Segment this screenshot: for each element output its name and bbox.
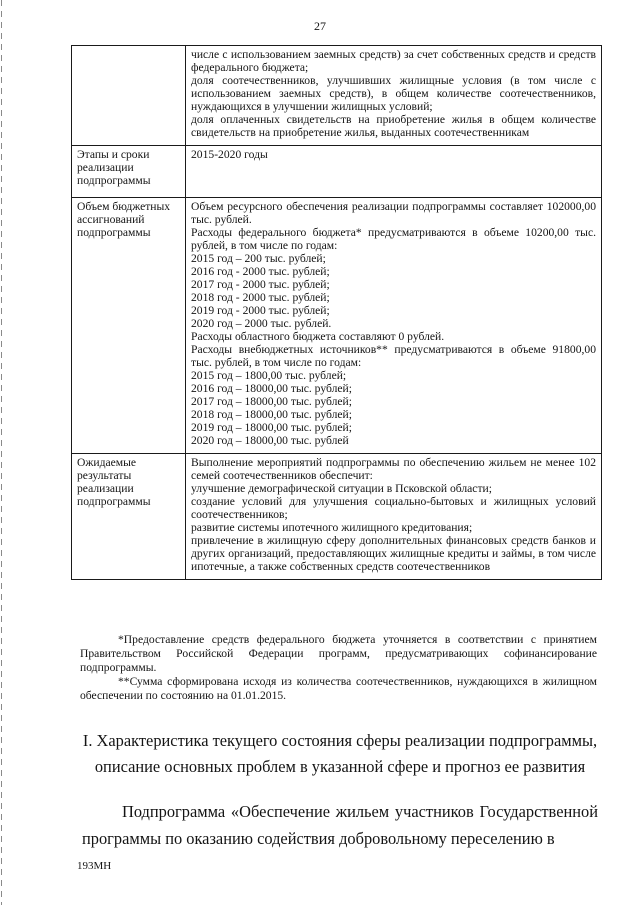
text-line: 2019 год - 2000 тыс. рублей;	[191, 304, 330, 317]
text-line: доля оплаченных свидетельств на приобретение жилья в общем количестве свидетельств на приобретение жилья, выданных соотечественникам	[191, 113, 596, 139]
text-line: Объем ресурсного обеспечения реализации подпрограммы составляет 102000,00 тыс. рублей.	[191, 200, 596, 226]
text-line: Расходы внебюджетных источников** предусматриваются в объеме 91800,00 тыс. рублей, в том числе по годам:	[191, 343, 596, 369]
text-line: Расходы областного бюджета составляют 0 рублей.	[191, 330, 445, 343]
text-line: 2016 год – 18000,00 тыс. рублей;	[191, 382, 352, 395]
row-value	[186, 454, 602, 580]
row-value	[186, 46, 602, 146]
section-heading: I. Характеристика текущего состояния сферы реализации подпрограммы, описание основных проблем в указанной сфере и прогноз ее развития	[82, 731, 598, 776]
text-line: 2020 год – 2000 тыс. рублей.	[191, 317, 332, 330]
table-row	[72, 46, 602, 146]
text-line: 2016 год - 2000 тыс. рублей;	[191, 265, 330, 278]
subprogram-passport-table	[71, 45, 602, 580]
row-value	[186, 198, 602, 454]
text-line: 2017 год – 18000,00 тыс. рублей;	[191, 395, 352, 408]
text-line: Расходы федерального бюджета* предусматриваются в объеме 10200,00 тыс. рублей, в том числе по годам:	[191, 226, 596, 252]
text-line: 2017 год - 2000 тыс. рублей;	[191, 278, 330, 291]
text-line: развитие системы ипотечного жилищного кредитования;	[191, 521, 473, 534]
footnote-federal-budget: *Предоставление средств федерального бюджета уточняется в соответствии с принятием Правительством Российской Федерации программ, предусматривающих софинансирование подпрограммы.	[80, 633, 597, 674]
text-line: создание условий для улучшения социально-бытовых и жилищных условий соотечественников;	[191, 495, 596, 521]
row-label: Этапы и сроки реализации подпрограммы	[72, 146, 186, 198]
text-line: 2019 год – 18000,00 тыс. рублей;	[191, 421, 352, 434]
table-row	[72, 198, 602, 454]
scan-edge	[1, 0, 2, 905]
row-label	[72, 46, 186, 146]
text-line: Выполнение мероприятий подпрограммы по обеспечению жильем не менее 102 семей соотечественников обеспечит:	[191, 456, 596, 482]
text-line: 2018 год - 2000 тыс. рублей;	[191, 291, 330, 304]
table-row	[72, 454, 602, 580]
text-line: 2015 год – 200 тыс. рублей;	[191, 252, 326, 265]
footnote-extrabudgetary: **Сумма сформирована исходя из количества соотечественников, нуждающихся в жилищном обеспечении по состоянию на 01.01.2015.	[80, 675, 597, 702]
table-row	[72, 146, 602, 198]
document-code: 193МН	[77, 860, 112, 872]
body-paragraph: Подпрограмма «Обеспечение жильем участников Государственной программы по оказанию содействия добровольному переселению в	[82, 802, 598, 848]
text-line: привлечение в жилищную сферу дополнительных финансовых средств банков и других организаций, предоставляющих жилищные кредиты и займы, в том числе ипотечные, а также собственных средств соотечественников	[191, 534, 596, 573]
text-line: 2015-2020 годы	[191, 148, 268, 161]
text-line: 2018 год – 18000,00 тыс. рублей;	[191, 408, 352, 421]
text-line: 2015 год – 1800,00 тыс. рублей;	[191, 369, 347, 382]
page-number: 27	[314, 19, 326, 33]
row-label: Объем бюджетных ассигнований подпрограммы	[72, 198, 186, 454]
text-line: доля соотечественников, улучшивших жилищные условия (в том числе с использованием заемных средств), в общем количестве соотечественников, нуждающихся в улучшении жилищных условий;	[191, 74, 596, 113]
row-value	[186, 146, 602, 198]
row-label: Ожидаемые результаты реализации подпрограммы	[72, 454, 186, 580]
text-line: 2020 год – 18000,00 тыс. рублей	[191, 434, 349, 447]
text-line: числе с использованием заемных средств) за счет собственных средств и средств федерального бюджета;	[191, 48, 596, 74]
text-line: улучшение демографической ситуации в Псковской области;	[191, 482, 492, 495]
